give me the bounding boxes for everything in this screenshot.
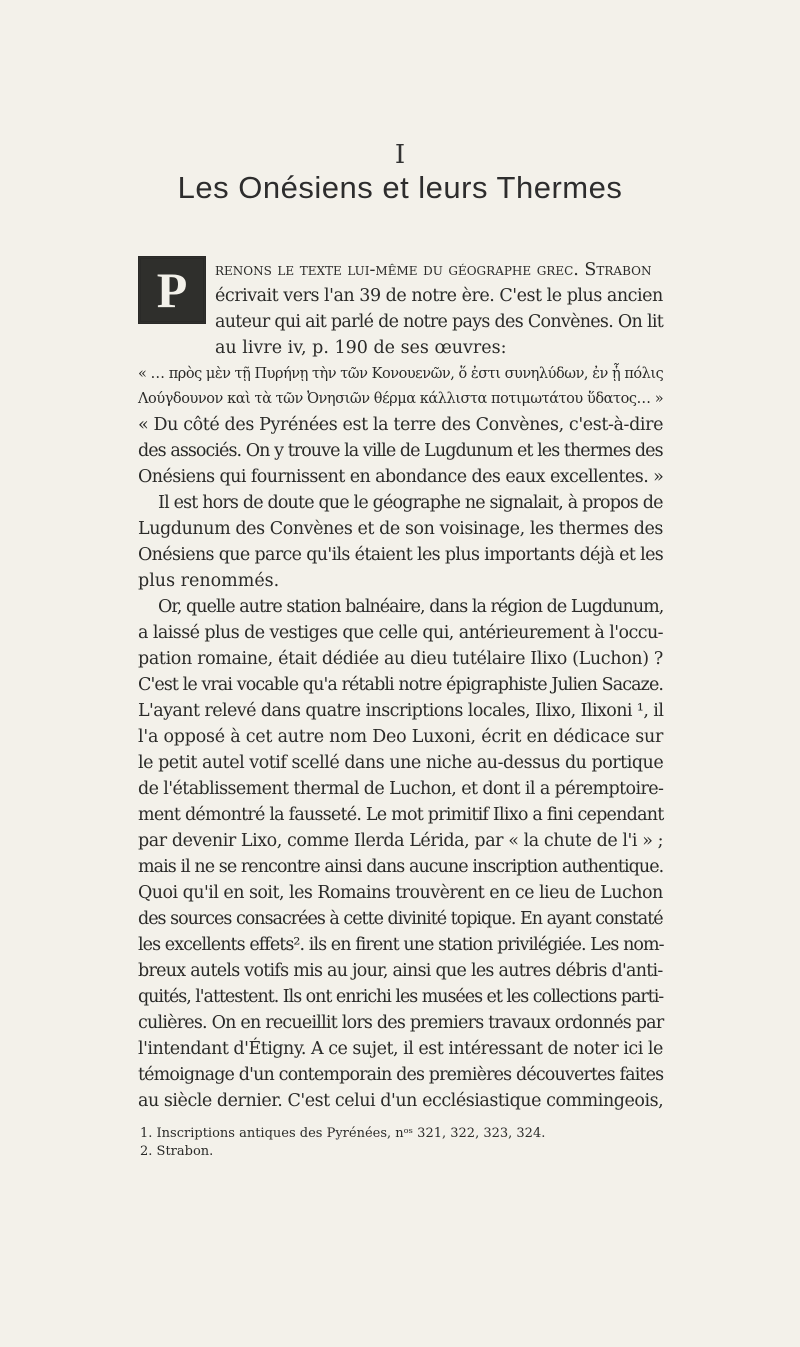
footnote: 2. Strabon. bbox=[140, 1144, 214, 1159]
text-line: Or, quelle autre station balnéaire, dans la région de Lugdunum, bbox=[158, 597, 664, 617]
text-line: L'ayant relevé dans quatre inscriptions locales, Ilixo, Ilixoni ¹, il bbox=[138, 701, 664, 721]
text-line: a laissé plus de vestiges que celle qui, antérieurement à l'occu- bbox=[138, 623, 663, 643]
text-line: C'est le vrai vocable qu'a rétabli notre épigraphiste Julien Sacaze. bbox=[138, 675, 664, 695]
text-line: culières. On en recueillit lors des premiers travaux ordonnés par bbox=[138, 1013, 664, 1033]
greek-quote-line: Λούγδουνον καὶ τὰ τῶν Ὀνησιῶν θέρμα κάλλιστα ποτιμωτάτου ὕδατος… » bbox=[138, 391, 664, 407]
text-line: l'intendant d'Étigny. A ce sujet, il est intéressant de noter ici le bbox=[138, 1039, 663, 1059]
text-line: breux autels votifs mis au jour, ainsi que les autres débris d'anti- bbox=[138, 961, 663, 981]
text-line: le petit autel votif scellé dans une niche au-dessus du portique bbox=[138, 753, 664, 773]
text-line: par devenir Lixo, comme Ilerda Lérida, par « la chute de l'i » ; bbox=[138, 831, 664, 851]
drop-cap bbox=[138, 256, 206, 324]
text-line: des sources consacrées à cette divinité topique. En ayant constaté bbox=[138, 909, 663, 929]
text-line: plus renommés. bbox=[138, 571, 280, 591]
text-line: les excellents effets². ils en firent une station privilégiée. Les nom- bbox=[138, 935, 664, 955]
text-line: de l'établissement thermal de Luchon, et dont il a péremptoire- bbox=[138, 779, 664, 799]
text-line: au siècle dernier. C'est celui d'un ecclésiastique commingeois, bbox=[138, 1091, 664, 1111]
greek-quote-line: « … πρὸς μὲν τῇ Πυρήνῃ τὴν τῶν Κονουενῶν, ὅ ἐστι συνηλύδων, ἐν ᾗ πόλις bbox=[138, 366, 664, 382]
text-line: auteur qui ait parlé de notre pays des Convènes. On lit bbox=[215, 312, 664, 332]
text-line: pation romaine, était dédiée au dieu tutélaire Ilixo (Luchon) ? bbox=[138, 649, 663, 669]
text-line: témoignage d'un contemporain des premières découvertes faites bbox=[138, 1065, 664, 1085]
text-line: des associés. On y trouve la ville de Lugdunum et les thermes des bbox=[138, 441, 663, 461]
text-line: Onésiens que parce qu'ils étaient les plus importants déjà et les bbox=[138, 545, 664, 565]
footnote: 1. Inscriptions antiques des Pyrénées, nᵒˢ 321, 322, 323, 324. bbox=[140, 1126, 546, 1141]
text-line: Onésiens qui fournissent en abondance des eaux excellentes. » bbox=[138, 467, 664, 487]
text-line: écrivait vers l'an 39 de notre ère. C'est le plus ancien bbox=[215, 286, 663, 306]
text-line: Il est hors de doute que le géographe ne signalait, à propos de bbox=[158, 493, 663, 513]
text-line: Quoi qu'il en soit, les Romains trouvèrent en ce lieu de Luchon bbox=[138, 883, 663, 903]
drop-cap-letter: P bbox=[156, 262, 188, 318]
text-line: mais il ne se rencontre ainsi dans aucune inscription authentique. bbox=[138, 857, 664, 877]
chapter-title: Les Onésiens et leurs Thermes bbox=[177, 170, 623, 205]
text-line: ment démontré la fausseté. Le mot primitif Ilixo a fini cependant bbox=[138, 805, 664, 825]
chapter-number: I bbox=[394, 140, 406, 170]
text-line: l'a opposé à cet autre nom Deo Luxoni, écrit en dédicace sur bbox=[138, 727, 664, 747]
text-line: renons le texte lui-même du géographe grec. Strabon bbox=[215, 260, 652, 280]
text-line: Lugdunum des Convènes et de son voisinage, les thermes des bbox=[138, 519, 663, 539]
text-line: « Du côté des Pyrénées est la terre des Convènes, c'est-à-dire bbox=[138, 415, 664, 435]
text-line: quités, l'attestent. Ils ont enrichi les musées et les collections parti- bbox=[138, 987, 664, 1007]
text-line: au livre iv, p. 190 de ses œuvres: bbox=[215, 338, 507, 358]
